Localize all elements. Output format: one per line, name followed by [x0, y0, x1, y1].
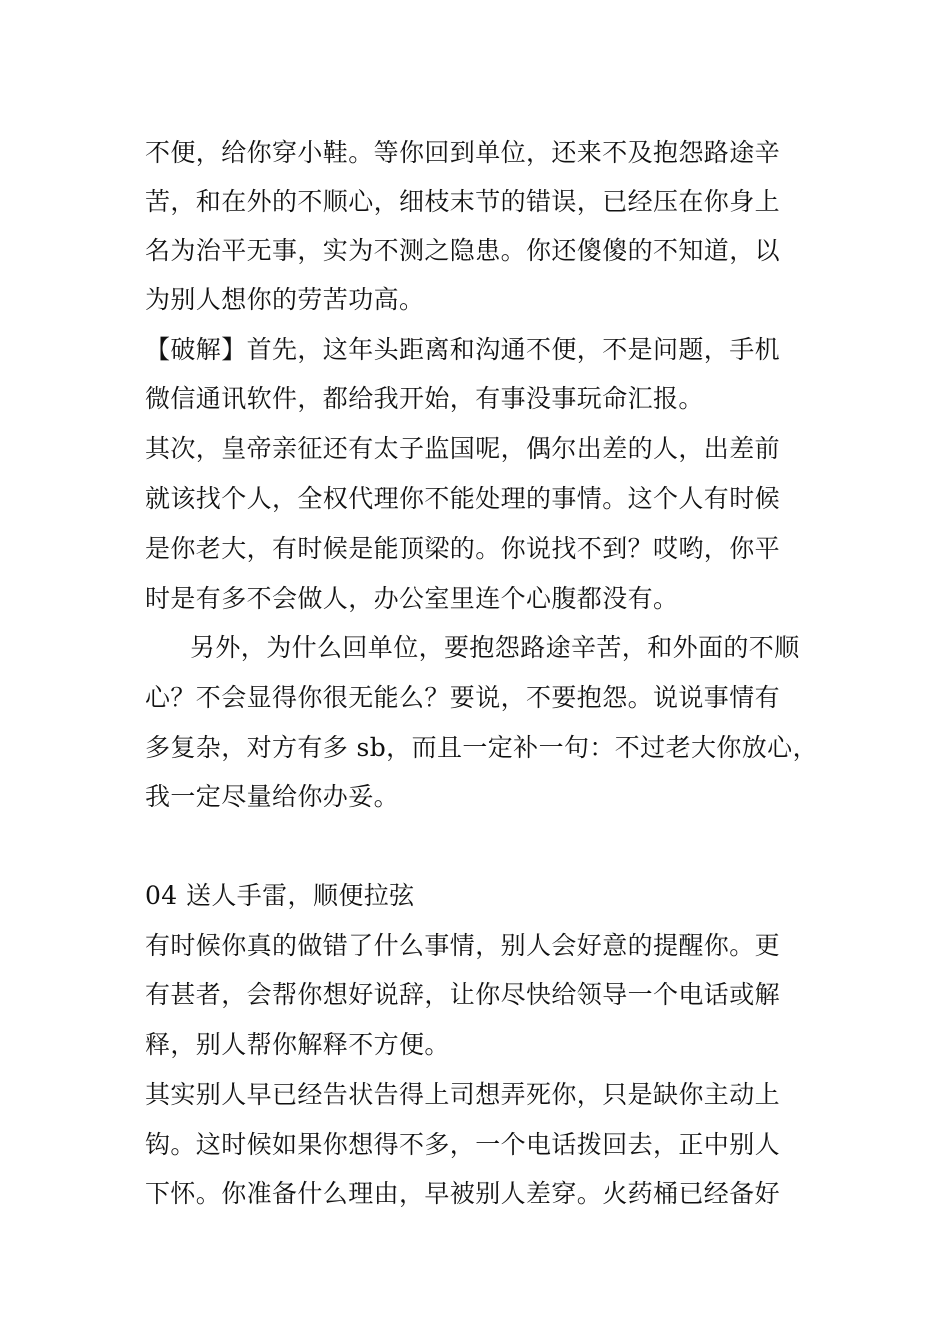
- text-line: 【破解】首先，这年头距离和沟通不便，不是问题，手机: [145, 335, 781, 364]
- text-line: 名为治平无事，实为不测之隐患。你还傻傻的不知道，以: [145, 236, 781, 265]
- text-line: 其次，皇帝亲征还有太子监国呢，偶尔出差的人，出差前: [145, 434, 781, 463]
- text-line: 有甚者，会帮你想好说辞，让你尽快给领导一个电话或解: [145, 980, 781, 1009]
- text-line: 心？不会显得你很无能么？要说，不要抱怨。说说事情有: [145, 683, 781, 712]
- text-line: 有时候你真的做错了什么事情，别人会好意的提醒你。更: [145, 931, 781, 960]
- text-line: 我一定尽量给你办妥。: [145, 782, 400, 811]
- text-line: 释，别人帮你解释不方便。: [145, 1030, 450, 1059]
- text-line: 是你老大，有时候是能顶梁的。你说找不到？哎哟，你平: [145, 534, 781, 563]
- text-line: 其实别人早已经告状告得上司想弄死你，只是缺你主动上: [145, 1080, 781, 1109]
- text-line: 苦，和在外的不顺心，细枝末节的错误，已经压在你身上: [145, 187, 781, 216]
- text-line: 钩。这时候如果你想得不多，一个电话拨回去，正中别人: [145, 1130, 781, 1159]
- text-line: 就该找个人，全权代理你不能处理的事情。这个人有时候: [145, 484, 781, 513]
- text-line: 另外，为什么回单位，要抱怨路途辛苦，和外面的不顺: [190, 633, 800, 662]
- text-line: 时是有多不会做人，办公室里连个心腹都没有。: [145, 584, 679, 613]
- text-line: 为别人想你的劳苦功高。: [145, 285, 425, 314]
- text-line: 下怀。你准备什么理由，早被别人差穿。火药桶已经备好: [145, 1179, 781, 1208]
- text-line: 多复杂，对方有多 sb，而且一定补一句：不过老大你放心，: [145, 733, 818, 762]
- section-heading: 04 送人手雷，顺便拉弦: [145, 881, 415, 910]
- text-line: 不便，给你穿小鞋。等你回到单位，还来不及抱怨路途辛: [145, 138, 781, 167]
- text-line: 微信通讯软件，都给我开始，有事没事玩命汇报。: [145, 384, 704, 413]
